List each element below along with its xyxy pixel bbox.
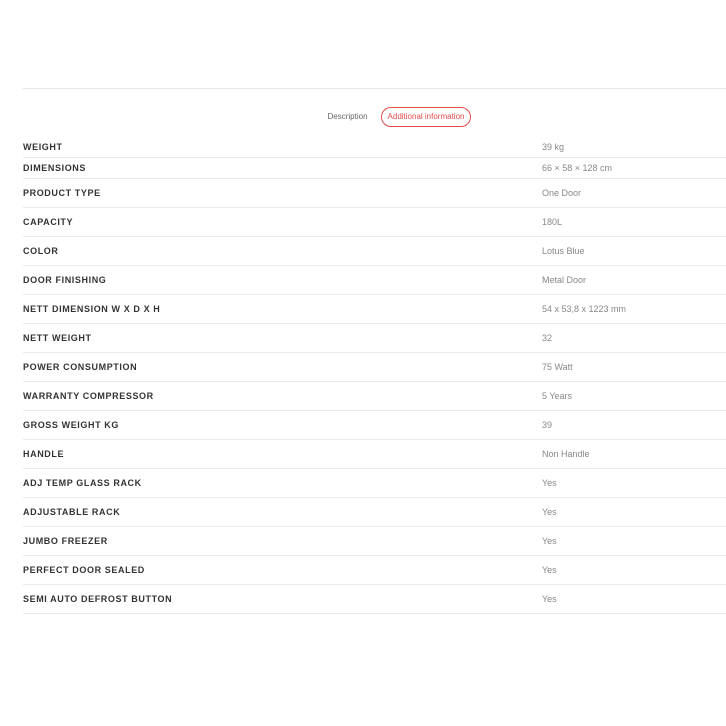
attribute-name: NETT WEIGHT: [23, 332, 92, 343]
attribute-name: CAPACITY: [23, 216, 74, 227]
attribute-value: Non Handle: [542, 448, 590, 459]
additional-information-table: [23, 137, 726, 614]
table-row: [23, 352, 726, 381]
attribute-value: 39 kg: [542, 141, 565, 152]
table-row: [23, 468, 726, 497]
table-row: [23, 178, 726, 207]
attribute-value: 32: [542, 332, 553, 343]
table-row: [23, 157, 726, 178]
attribute-name: PERFECT DOOR SEALED: [23, 564, 145, 575]
attribute-value: One Door: [542, 187, 582, 198]
attribute-value: Yes: [542, 535, 557, 546]
table-row: [23, 410, 726, 439]
table-row: [23, 137, 726, 157]
attribute-value: Lotus Blue: [542, 245, 585, 256]
attribute-name: POWER CONSUMPTION: [23, 361, 138, 372]
attribute-name: NETT DIMENSION W X D X H: [23, 303, 161, 314]
table-row: [23, 439, 726, 468]
attribute-name: WARRANTY COMPRESSOR: [23, 390, 154, 401]
attribute-value: Yes: [542, 506, 557, 517]
table-row: [23, 265, 726, 294]
table-row: [23, 207, 726, 236]
tab-additional-information[interactable]: Additional information: [381, 107, 472, 127]
attribute-name: HANDLE: [23, 448, 65, 459]
attribute-value: 66 × 58 × 128 cm: [542, 162, 613, 173]
attribute-value: 75 Watt: [542, 361, 573, 372]
table-row: [23, 555, 726, 584]
attribute-name: ADJUSTABLE RACK: [23, 506, 121, 517]
attribute-name: ADJ TEMP GLASS RACK: [23, 477, 142, 488]
table-row: [23, 497, 726, 526]
attribute-value: Metal Door: [542, 274, 587, 285]
attribute-value: Yes: [542, 593, 557, 604]
table-row: [23, 584, 726, 613]
attribute-value: 54 x 53,8 x 1223 mm: [542, 303, 627, 314]
product-tabs: [0, 107, 726, 127]
table-row: [23, 294, 726, 323]
attribute-name: PRODUCT TYPE: [23, 187, 101, 198]
attribute-name: DOOR FINISHING: [23, 274, 107, 285]
attribute-value: 180L: [542, 216, 563, 227]
attribute-name: COLOR: [23, 245, 59, 256]
attribute-name: GROSS WEIGHT KG: [23, 419, 120, 430]
attribute-name: JUMBO FREEZER: [23, 535, 108, 546]
attribute-value: 39: [542, 419, 553, 430]
attribute-name: SEMI AUTO DEFROST BUTTON: [23, 593, 173, 604]
table-row: [23, 526, 726, 555]
attribute-value: 5 Years: [542, 390, 573, 401]
attribute-name: DIMENSIONS: [23, 162, 87, 173]
table-row: [23, 323, 726, 352]
attribute-value: Yes: [542, 564, 557, 575]
table-row: [23, 381, 726, 410]
section-divider: [23, 88, 726, 89]
attribute-name: WEIGHT: [23, 141, 63, 152]
table-row: [23, 236, 726, 265]
tab-description[interactable]: Description: [327, 112, 368, 121]
attribute-value: Yes: [542, 477, 557, 488]
